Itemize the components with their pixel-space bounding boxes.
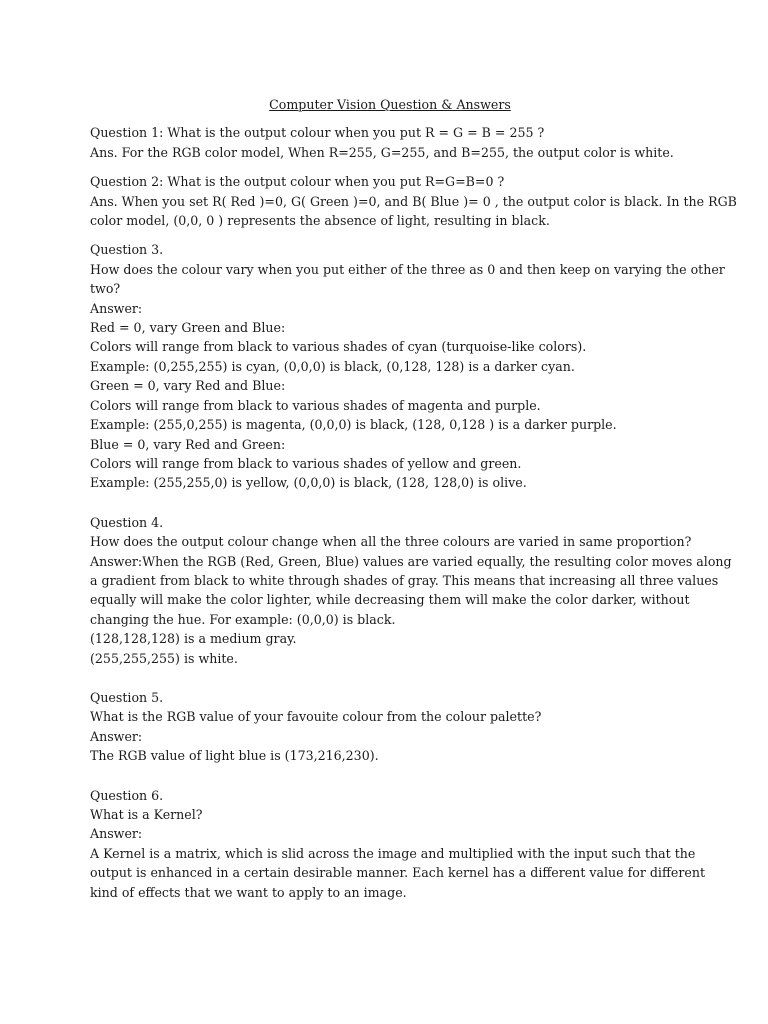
question-3-answer-line: Example: (255,0,255) is magenta, (0,0,0) is black, (128, 0,128 ) is a darker purple. xyxy=(90,417,617,433)
question-5-answer: The RGB value of light blue is (173,216,230). xyxy=(90,748,379,764)
question-6-heading: Question 6. xyxy=(90,787,164,803)
question-6-text: What is a Kernel? xyxy=(90,807,203,822)
question-3-block xyxy=(90,240,725,492)
question-3-answer-line: Example: (0,255,255) is cyan, (0,0,0) is black, (0,128, 128) is a darker cyan. xyxy=(90,358,575,374)
question-4-line: (128,128,128) is a medium gray. xyxy=(90,631,297,647)
question-3-text-line: How does the colour vary when you put either of the three as 0 and then keep on varying the other xyxy=(90,261,725,277)
question-4-line: changing the hue. For example: (0,0,0) is black. xyxy=(90,611,396,627)
question-3-answer-line: Colors will range from black to various shades of magenta and purple. xyxy=(90,397,541,413)
question-6-answer-line: A Kernel is a matrix, which is slid across the image and multiplied with the input such that the xyxy=(90,845,696,861)
question-3-answer-line: Blue = 0, vary Red and Green: xyxy=(90,436,286,452)
question-3-text-line: two? xyxy=(90,281,121,297)
question-4-line: a gradient from black to white through shades of gray. This means that increasing all three values xyxy=(90,572,719,588)
question-4-line: (255,255,255) is white. xyxy=(90,650,238,666)
question-2-answer-line: color model, (0,0, 0 ) represents the absence of light, resulting in black. xyxy=(90,213,550,229)
question-1-answer: Ans. For the RGB color model, When R=255, G=255, and B=255, the output color is white. xyxy=(90,144,674,160)
question-4-block xyxy=(90,513,732,668)
question-6-block xyxy=(90,786,706,902)
question-4-heading: Question 4. xyxy=(90,514,164,530)
question-3-answer-line: Colors will range from black to various shades of yellow and green. xyxy=(90,455,522,471)
question-6-answer-label: Answer: xyxy=(90,826,143,842)
question-3-answer-line: Red = 0, vary Green and Blue: xyxy=(90,320,286,336)
document-body xyxy=(90,95,737,902)
question-3-answer-label: Answer: xyxy=(90,300,143,316)
question-3-answer-line: Colors will range from black to various shades of cyan (turquoise-like colors). xyxy=(90,339,587,355)
question-2-answer-line: Ans. When you set R( Red )=0, G( Green )=0, and B( Blue )= 0 , the output color is black. In the RGB xyxy=(90,193,737,209)
question-5-answer-label: Answer: xyxy=(90,728,143,744)
question-4-line: Answer:When the RGB (Red, Green, Blue) values are varied equally, the resulting color moves along xyxy=(90,553,732,569)
document-title: Computer Vision Question & Answers xyxy=(269,97,511,112)
question-4-line: equally will make the color lighter, while decreasing them will make the color darker, without xyxy=(90,592,690,608)
question-1-block xyxy=(90,123,690,162)
question-5-block xyxy=(90,688,690,766)
question-3-heading: Question 3. xyxy=(90,242,164,258)
question-6-answer-line: output is enhanced in a certain desirable manner. Each kernel has a different value for different xyxy=(90,865,706,881)
question-3-answer-line: Green = 0, vary Red and Blue: xyxy=(90,378,286,394)
question-5-text: What is the RGB value of your favouite colour from the colour palette? xyxy=(90,709,542,725)
question-5-heading: Question 5. xyxy=(90,689,164,705)
question-3-answer-line: Example: (255,255,0) is yellow, (0,0,0) is black, (128, 128,0) is olive. xyxy=(90,475,527,491)
question-1-text: Question 1: What is the output colour when you put R = G = B = 255 ? xyxy=(90,125,545,141)
question-6-answer-line: kind of effects that we want to apply to an image. xyxy=(90,884,407,900)
question-2-text: Question 2: What is the output colour when you put R=G=B=0 ? xyxy=(90,174,505,190)
question-2-block xyxy=(90,172,737,230)
question-4-line: How does the output colour change when all the three colours are varied in same proportion? xyxy=(90,534,692,550)
